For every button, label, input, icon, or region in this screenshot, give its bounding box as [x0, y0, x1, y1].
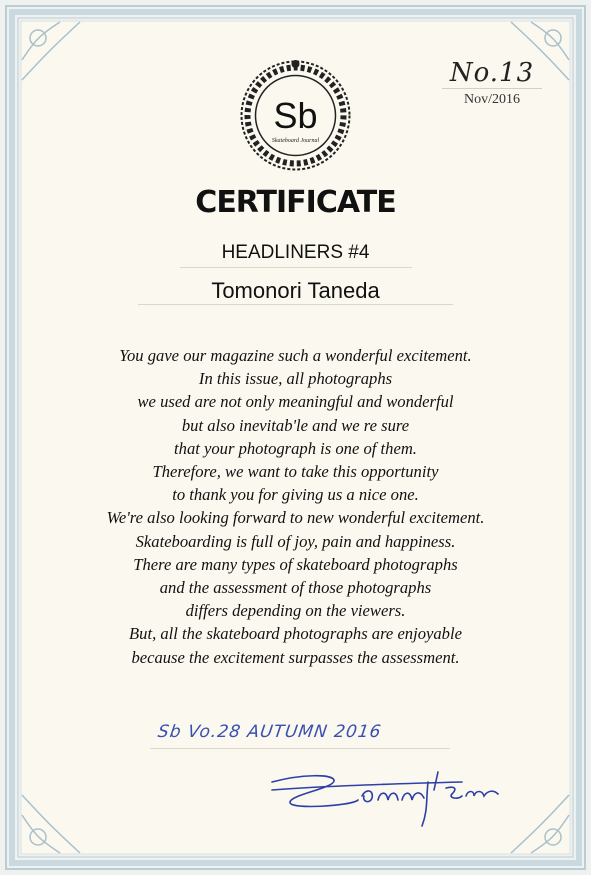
body-line: but also inevitab'le and we re sure	[181, 415, 410, 435]
certificate-body	[40, 344, 551, 669]
divider	[138, 304, 453, 305]
body-line: In this issue, all photographs	[198, 369, 393, 389]
issue-date: Nov/2016	[442, 88, 542, 109]
body-line: We're also looking forward to new wonderful excitement.	[106, 508, 485, 528]
recipient-name: Tomonori Taneda	[211, 278, 380, 303]
body-line: Skateboarding is full of joy, pain and happiness.	[135, 531, 456, 551]
body-line: and the assessment of those photographs	[159, 578, 432, 598]
issue-number: No.13	[449, 58, 535, 88]
certificate-title: CERTIFICATE	[195, 185, 396, 220]
body-line: that your photograph is one of them.	[174, 438, 417, 458]
body-line: differs depending on the viewers.	[185, 601, 406, 621]
body-line: There are many types of skateboard photographs	[133, 554, 458, 574]
divider	[150, 748, 450, 749]
divider	[180, 267, 412, 268]
issue-stamp	[442, 58, 542, 109]
body-line: But, all the skateboard photographs are enjoyable	[129, 624, 462, 644]
logo-subtitle: Skateboard Journal	[271, 138, 320, 144]
body-line: You gave our magazine such a wonderful excitement.	[119, 346, 472, 365]
body-line: to thank you for giving us a nice one.	[172, 485, 419, 505]
headline: HEADLINERS #4	[221, 242, 370, 263]
signature	[262, 760, 522, 830]
issue-handwritten-note: Sb Vo.28 AUTUMN 2016	[156, 722, 383, 742]
body-line: because the excitement surpasses the assessment.	[131, 647, 460, 667]
body-line: Therefore, we want to take this opportunity	[152, 462, 439, 482]
body-line: we used are not only meaningful and wonderful	[137, 392, 454, 412]
logo-text: Sb	[273, 95, 318, 136]
sb-logo	[238, 58, 353, 173]
